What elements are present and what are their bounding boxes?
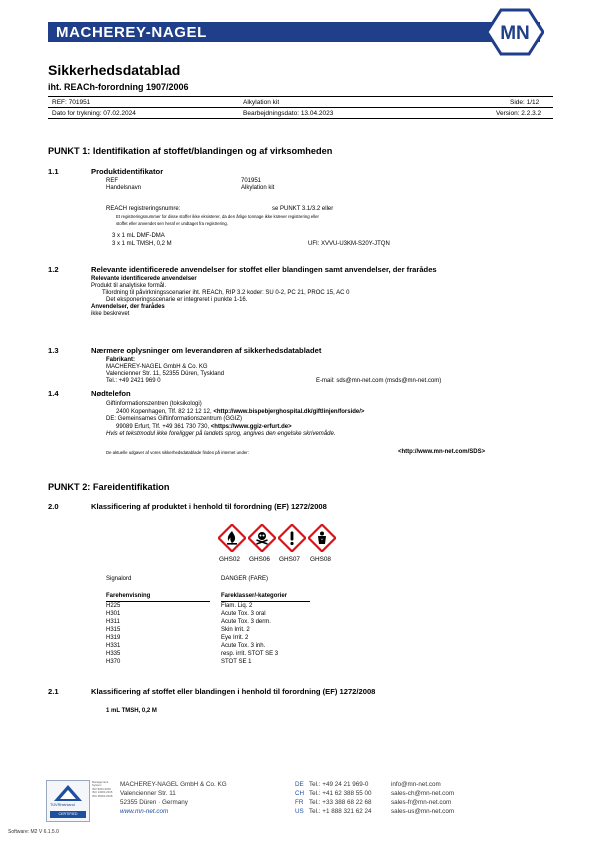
component-1: 3 x 1 mL DMF-DMA bbox=[112, 233, 165, 239]
hazard-code: H319 bbox=[106, 635, 121, 641]
col1-rule bbox=[106, 601, 210, 602]
ghs08-health-hazard-icon bbox=[308, 524, 336, 552]
sds-online-note: De aktuelle udgaver af vores sikkerhedsdatablade findes på internet under: bbox=[106, 450, 249, 455]
doc-subtitle: iht. REACh-forordning 1907/2006 bbox=[48, 82, 189, 92]
poison-center-dk: 2400 Kopenhagen, Tlf. 82 12 12 12, <http://www.bispebjerghospital.dk/giftlinjen/forside/> bbox=[116, 409, 365, 415]
sub-2-0-title: Klassificering af produktet i henhold til forordning (EF) 1272/2008 bbox=[91, 502, 327, 511]
advised-against-text: ikke beskrevet bbox=[91, 311, 130, 317]
tuv-certified: CERTIFIED bbox=[50, 811, 86, 818]
section-1-title: PUNKT 1: Identifikation af stoffet/blandingen og af virksomheden bbox=[48, 146, 333, 156]
signal-word-value: DANGER (FARE) bbox=[221, 576, 269, 582]
hazard-statement-header: Farehenvisning bbox=[106, 593, 151, 599]
hazard-code: H370 bbox=[106, 659, 121, 665]
doc-title: Sikkerhedsdatablad bbox=[48, 62, 181, 78]
ghs02-flame-icon bbox=[218, 524, 246, 552]
poison-center-de-link[interactable]: <https://www.ggiz-erfurt.de> bbox=[210, 424, 292, 430]
ghs08-label: GHS08 bbox=[310, 556, 331, 563]
sub-1-1-num: 1.1 bbox=[48, 167, 59, 176]
ghs02-label: GHS02 bbox=[219, 556, 240, 563]
signal-word-label: Signalord bbox=[106, 576, 132, 582]
poison-center-dk-link[interactable]: <http://www.bispebjerghospital.dk/giftlinjen/forside/> bbox=[213, 409, 365, 415]
contact-phone: Tel.: +41 62 388 55 00 bbox=[309, 790, 372, 797]
contact-email[interactable]: sales-ch@mn-net.com bbox=[391, 790, 455, 797]
revision-date: Bearbejdningsdato: 13.04.2023 bbox=[243, 110, 334, 117]
reach-label: REACH registreringsnumre: bbox=[106, 206, 181, 212]
manufacturer-name: MACHEREY-NAGEL GmbH & Co. KG bbox=[106, 364, 208, 370]
uses-text: Produkt til analytiske formål. bbox=[91, 283, 167, 289]
footer-street: Valencienner Str. 11 bbox=[120, 790, 176, 797]
contact-email[interactable]: sales-us@mn-net.com bbox=[391, 808, 455, 815]
sub-1-2-num: 1.2 bbox=[48, 265, 59, 274]
hazard-class: Skin Irrit. 2 bbox=[221, 627, 250, 633]
hazard-class: Eye Irrit. 2 bbox=[221, 635, 249, 641]
ufi-code: UFI: XVVU-U3KM-S20Y-JTQN bbox=[308, 241, 390, 247]
manufacturer-phone: Tel.: +49 2421 969 0 bbox=[106, 378, 161, 384]
trade-name-value: Alkylation kit bbox=[241, 185, 275, 191]
reach-note-2: stoffet eller anvendet sen heraf er undtaget fra registrering. bbox=[116, 221, 228, 226]
logo-text: MN bbox=[500, 23, 530, 44]
advised-against-heading: Anvendelser, der frarådes bbox=[91, 304, 165, 310]
language-note: Hvis et tekstmodul ikke foreligger på landets sprog, angives den engelske skrivemåde. bbox=[106, 431, 336, 437]
uses-heading: Relevante identificerede anvendelser bbox=[91, 276, 197, 282]
hazard-code: H331 bbox=[106, 643, 121, 649]
ghs06-label: GHS06 bbox=[249, 556, 270, 563]
tuv-certificate-badge bbox=[46, 780, 90, 822]
contact-country: FR bbox=[295, 799, 304, 806]
contact-country: CH bbox=[295, 790, 305, 797]
manufacturer-email: E-mail: sds@mn-net.com (msds@mn-net.com) bbox=[316, 378, 442, 384]
trade-name-label: Handelsnavn bbox=[106, 185, 142, 191]
ref-value: 701951 bbox=[241, 178, 262, 184]
brand-name: MACHEREY-NAGEL bbox=[56, 24, 207, 41]
sub-1-1-title: Produktidentifikator bbox=[91, 167, 164, 176]
reach-note-1: Et registreringsnummer for disse stoffer ikke eksisterer, da den årlige tonnage ikke kræver registrering eller bbox=[116, 214, 319, 219]
hazard-class: Acute Tox. 3 oral bbox=[221, 611, 266, 617]
software-version: Software: M2 V 6.1.5.0 bbox=[8, 829, 59, 835]
hazard-class: Flam. Liq. 2 bbox=[221, 603, 253, 609]
manufacturer-label: Fabrikant: bbox=[106, 357, 136, 363]
header-rule-top bbox=[48, 96, 553, 97]
hazard-code: H301 bbox=[106, 611, 121, 617]
hazard-class: Acute Tox. 3 inh. bbox=[221, 643, 266, 649]
sub-2-1-num: 2.1 bbox=[48, 687, 59, 696]
sub-1-3-title: Nærmere oplysninger om leverandøren af sikkerhedsdatabladet bbox=[91, 346, 322, 355]
ref-label: REF bbox=[106, 178, 118, 184]
sub-1-3-num: 1.3 bbox=[48, 346, 59, 355]
hazard-code: H225 bbox=[106, 603, 121, 609]
contact-phone: Tel.: +1 888 321 62 24 bbox=[309, 808, 372, 815]
header-rule-mid bbox=[48, 107, 553, 108]
col2-rule bbox=[221, 601, 310, 602]
product-name: Alkylation kit bbox=[243, 99, 280, 106]
poison-center-de-phone: 99089 Erfurt, Tlf. +49 361 730 730, <https://www.ggiz-erfurt.de> bbox=[116, 424, 292, 430]
tuv-triangle-icon bbox=[53, 784, 83, 802]
hazard-class: STOT SE 1 bbox=[221, 659, 252, 665]
mn-logo bbox=[486, 8, 544, 56]
uses-integrated: Det eksponeringsscenarie er integreret i punkte 1-16. bbox=[106, 297, 248, 303]
contact-phone: Tel.: +33 388 68 22 68 bbox=[309, 799, 372, 806]
hazard-class: Acute Tox. 3 derm. bbox=[221, 619, 271, 625]
ghs06-skull-icon bbox=[248, 524, 276, 552]
sub-2-1-title: Klassificering af stoffet eller blandingen i henhold til forordning (EF) 1272/2008 bbox=[91, 687, 376, 696]
footer-city: 52355 Düren · Germany bbox=[120, 799, 188, 806]
ref-number: REF: 701951 bbox=[52, 99, 91, 106]
section-2-title: PUNKT 2: Fareidentifikation bbox=[48, 482, 170, 492]
sub-1-4-title: Nødtelefon bbox=[91, 389, 131, 398]
uses-scenario: Tilordning til påvirkningsscenarier iht. REACh, RIP 3.2 koder: SU 0-2, PC 21, PROC 15, AC 0 bbox=[102, 290, 350, 296]
sub-1-4-num: 1.4 bbox=[48, 389, 59, 398]
tuv-label: TÜVRheinland bbox=[50, 803, 75, 807]
ghs07-label: GHS07 bbox=[279, 556, 300, 563]
sub-2-1-mixture: 1 mL TMSH, 0,2 M bbox=[106, 708, 157, 714]
sub-1-2-title: Relevante identificerede anvendelser for stoffet eller blandingen samt anvendelser, der frarådes bbox=[91, 265, 437, 274]
contact-country: US bbox=[295, 808, 304, 815]
cert-details: Management System ISO 9001:2015 ISO 14001:2015 ISO 45001:2018 bbox=[92, 780, 113, 798]
contact-email[interactable]: sales-fr@mn-net.com bbox=[391, 799, 452, 806]
manufacturer-address: Valencienner Str. 11, 52355 Düren, Tyskland bbox=[106, 371, 225, 377]
version: Version: 2.2.3.2 bbox=[496, 110, 542, 117]
component-2: 3 x 1 mL TMSH, 0,2 M bbox=[112, 241, 172, 247]
hazard-class: resp. irrit. STOT SE 3 bbox=[221, 651, 279, 657]
hazard-code: H335 bbox=[106, 651, 121, 657]
hazard-code: H315 bbox=[106, 627, 121, 633]
footer-company: MACHEREY-NAGEL GmbH & Co. KG bbox=[120, 781, 227, 788]
page-number: Side: 1/12 bbox=[510, 99, 540, 106]
ghs07-exclamation-icon bbox=[278, 524, 306, 552]
hazard-class-header: Fareklasser/-kategorier bbox=[221, 593, 288, 599]
contact-country: DE bbox=[295, 781, 304, 788]
sds-online-link[interactable]: <http://www.mn-net.com/SDS> bbox=[398, 449, 486, 455]
reach-value: se PUNKT 3.1/3.2 eller bbox=[272, 206, 334, 212]
contact-email[interactable]: info@mn-net.com bbox=[391, 781, 441, 788]
contact-phone: Tel.: +49 24 21 969-0 bbox=[309, 781, 369, 788]
sub-2-0-num: 2.0 bbox=[48, 502, 59, 511]
poison-center-de: DE: Gemeinsames Giftinformationszentrum (GGIZ) bbox=[106, 416, 243, 422]
hazard-code: H311 bbox=[106, 619, 120, 625]
footer-website-link[interactable]: www.mn-net.com bbox=[120, 808, 169, 815]
header-rule-bottom bbox=[48, 118, 553, 119]
poison-center-label: Giftinformationszentren (toksikologi) bbox=[106, 401, 202, 407]
print-date: Dato for trykning: 07.02.2024 bbox=[52, 110, 136, 117]
